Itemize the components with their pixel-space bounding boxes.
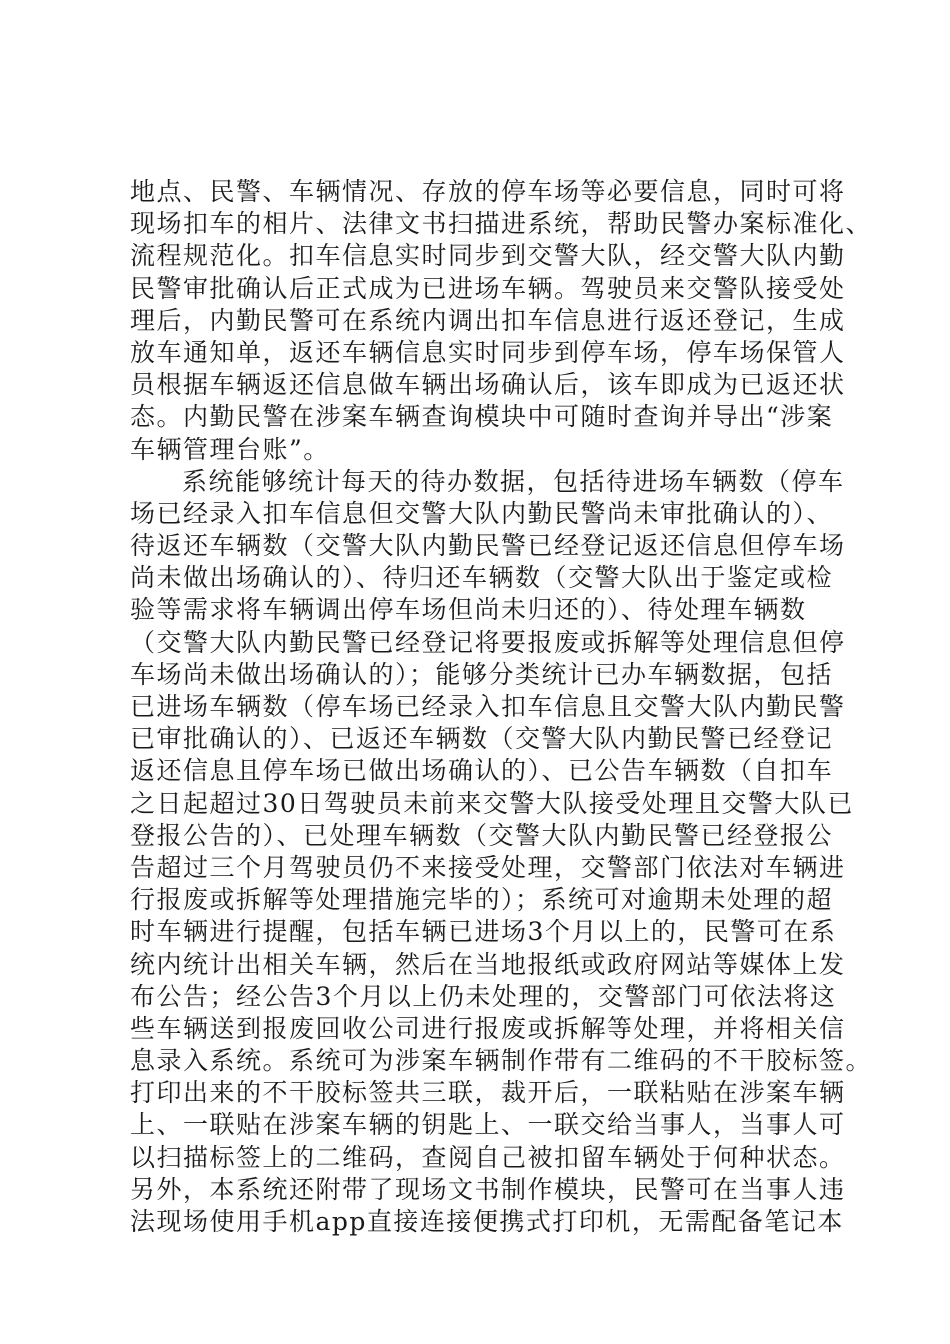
text-line: 布公告；经公告3个月以上仍未处理的，交警部门可依法将这 <box>130 981 837 1011</box>
text-line: 待返还车辆数（交警大队内勤民警已经登记返还信息但停车场 <box>130 531 846 561</box>
text-line: （交警大队内勤民警已经登记将要报废或拆解等处理信息但停 <box>130 627 846 657</box>
text-line: 民警审批确认后正式成为已进场车辆。驾驶员来交警队接受处 <box>130 273 846 303</box>
text-line: 员根据车辆返还信息做车辆出场确认后，该车即成为已返还状 <box>130 370 846 400</box>
text-line: 态。内勤民警在涉案车辆查询模块中可随时查询并导出“涉案 <box>130 402 834 432</box>
text-line: 尚未做出场确认的）、待归还车辆数（交警大队出于鉴定或检 <box>130 563 834 593</box>
paragraph-start-line: 系统能够统计每天的待办数据，包括待进场车辆数（停车 <box>182 466 845 496</box>
text-line: 法现场使用手机app直接连接便携式打印机，无需配备笔记本 <box>130 1207 844 1236</box>
text-line: 以扫描标签上的二维码，查阅自己被扣留车辆处于何种状态。 <box>130 1142 846 1172</box>
text-line: 些车辆送到报废回收公司进行报废或拆解等处理，并将相关信 <box>130 1013 846 1043</box>
text-line: 行报废或拆解等处理措施完毕的）；系统可对逾期未处理的超 <box>130 885 834 915</box>
text-line: 打印出来的不干胶标签共三联，裁开后，一联粘贴在涉案车辆 <box>130 1078 846 1108</box>
text-line: 告超过三个月驾驶员仍不来接受处理，交警部门依法对车辆进 <box>130 852 846 882</box>
text-line: 另外，本系统还附带了现场文书制作模块，民警可在当事人违 <box>130 1174 846 1204</box>
text-line: 已进场车辆数（停车场已经录入扣车信息且交警大队内勤民警 <box>130 692 846 721</box>
text-line: 息录入系统。系统可为涉案车辆制作带有二维码的不干胶标签。 <box>130 1046 873 1076</box>
text-line: 现场扣车的相片、法律文书扫描进系统，帮助民警办案标准化、 <box>130 209 873 239</box>
text-line: 车场尚未做出场确认的）；能够分类统计已办车辆数据，包括 <box>130 659 834 689</box>
text-line: 时车辆进行提醒，包括车辆已进场3个月以上的，民警可在系 <box>130 917 837 947</box>
text-line: 返还信息且停车场已做出场确认的）、已公告车辆数（自扣车 <box>130 756 834 786</box>
text-line: 登报公告的）、已处理车辆数（交警大队内勤民警已经登报公 <box>130 820 834 850</box>
text-line: 上、一联贴在涉案车辆的钥匙上、一联交给当事人，当事人可 <box>130 1110 846 1140</box>
text-line: 之日起超过30日驾驶员未前来交警大队接受处理且交警大队已 <box>130 788 854 818</box>
text-line: 已审批确认的）、已返还车辆数（交警大队内勤民警已经登记 <box>130 724 834 754</box>
text-line: 地点、民警、车辆情况、存放的停车场等必要信息，同时可将 <box>130 177 846 206</box>
text-line: 统内统计出相关车辆，然后在当地报纸或政府网站等媒体上发 <box>130 949 846 979</box>
text-line: 放车通知单，返还车辆信息实时同步到停车场，停车场保管人 <box>130 337 846 367</box>
text-line: 车辆管理台账”。 <box>130 434 330 464</box>
text-line: 流程规范化。扣车信息实时同步到交警大队，经交警大队内勤 <box>130 241 846 271</box>
body-text <box>130 176 873 1238</box>
text-line: 理后，内勤民警可在系统内调出扣车信息进行返还登记，生成 <box>130 305 846 335</box>
text-line: 场已经录入扣车信息但交警大队内勤民警尚未审批确认的）、 <box>130 498 834 528</box>
text-line: 验等需求将车辆调出停车场但尚未归还的）、待处理车辆数 <box>130 595 807 625</box>
